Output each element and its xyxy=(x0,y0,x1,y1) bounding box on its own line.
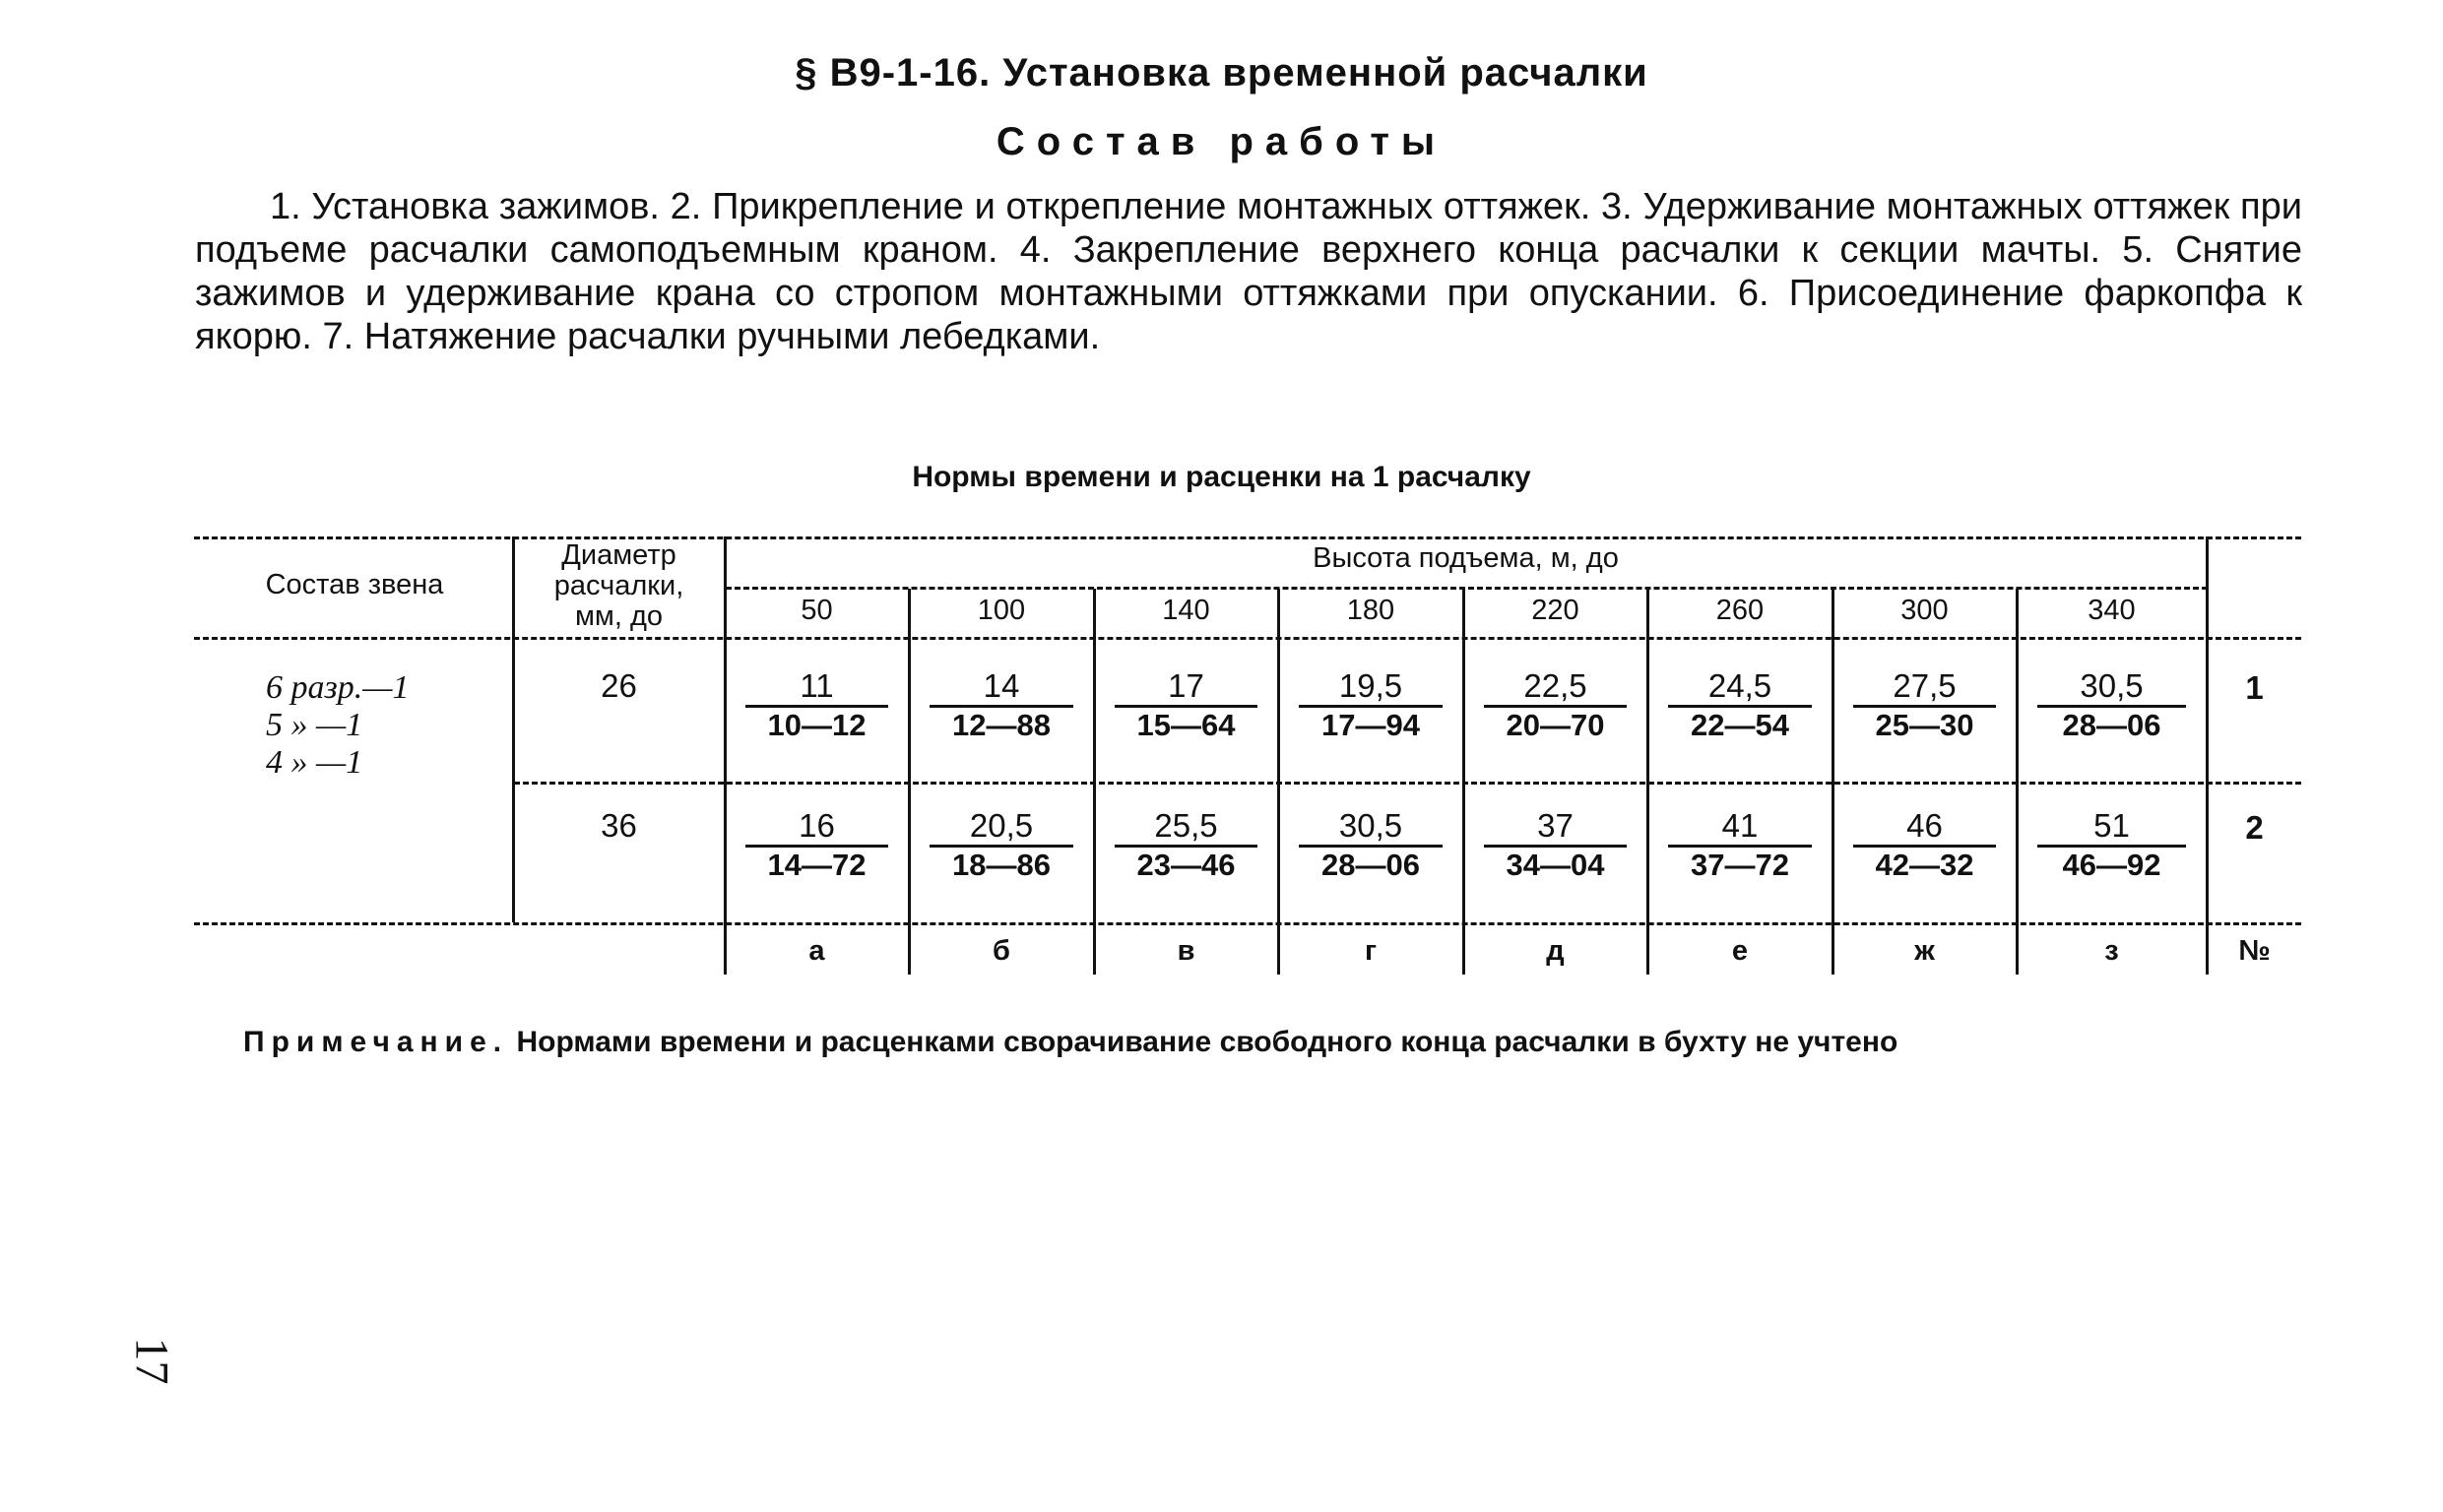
column-letter-d: д xyxy=(1546,935,1565,967)
norm-time: 27,5 xyxy=(1893,667,1957,704)
height-col-rule-5 xyxy=(1646,589,1649,975)
rate: 46—92 xyxy=(2062,848,2161,882)
norm-cell xyxy=(1648,807,1832,883)
height-col-rule-3 xyxy=(1277,589,1280,975)
column-letter-zh: ж xyxy=(1914,935,1935,967)
height-col-rule-4 xyxy=(1462,589,1465,975)
norm-time: 22,5 xyxy=(1523,667,1587,704)
rate: 22—54 xyxy=(1691,708,1789,742)
norm-time: 17 xyxy=(1168,667,1204,704)
norm-time: 16 xyxy=(799,807,835,844)
note-label: Примечание. xyxy=(243,1026,509,1058)
rate: 10—12 xyxy=(767,708,867,742)
height-col-rule-7 xyxy=(2016,589,2019,975)
norm-cell xyxy=(1464,667,1646,743)
page-number: 17 xyxy=(125,1337,178,1385)
height-140: 140 xyxy=(1162,595,1210,626)
rate: 15—64 xyxy=(1136,708,1236,742)
column-letter-a: а xyxy=(808,935,825,967)
column-letter-v: в xyxy=(1177,935,1195,967)
header-diameter-line-1: Диаметр xyxy=(561,539,676,571)
table-caption: Нормы времени и расценки на 1 расчалку xyxy=(912,461,1531,493)
table-top-rule xyxy=(194,536,2301,539)
row-number-2: 2 xyxy=(2245,809,2264,846)
height-300: 300 xyxy=(1900,595,1949,626)
rate: 14—72 xyxy=(767,848,867,882)
note-text: Нормами времени и расценками сворачивание свободного конца расчалки в бухту не учтено xyxy=(508,1026,1898,1058)
norm-cell xyxy=(1279,807,1462,883)
rate: 23—46 xyxy=(1136,848,1236,882)
norm-cell xyxy=(726,667,908,743)
rate: 28—06 xyxy=(1321,848,1420,882)
header-crew: Состав звена xyxy=(265,569,444,600)
norm-time: 20,5 xyxy=(969,807,1034,844)
table-note xyxy=(243,1026,1897,1059)
number-header: № xyxy=(2238,935,2271,967)
norm-cell xyxy=(1279,667,1462,743)
norm-time: 25,5 xyxy=(1154,807,1218,844)
column-letter-b: б xyxy=(993,935,1010,967)
header-diameter xyxy=(514,540,724,632)
norm-cell xyxy=(1095,667,1277,743)
crew-line-1: 6 разр.—1 xyxy=(266,669,410,706)
header-height: Высота подъема, м, до xyxy=(1313,542,1619,574)
section-title: § В9-1-16. Установка временной расчалки xyxy=(795,51,1648,94)
norm-cell xyxy=(1464,807,1646,883)
work-description: 1. Установка зажимов. 2. Прикрепление и открепление монтажных оттяжек. 3. Удерживание монтажных оттяжек при подъеме расчалки самоподъемным краном. 4. Закрепление верхнего конца расчалки к секции мачты. 5. Снятие зажимов и удерживание крана со стропом монтажными оттяжками при опускании. 6. Присоединение фаркопфа к якорю. 7. Натяжение расчалки ручными лебедками. xyxy=(195,186,2302,357)
header-diameter-line-3: мм, до xyxy=(574,600,664,632)
rate: 25—30 xyxy=(1875,708,1974,742)
rate: 12—88 xyxy=(952,708,1051,742)
norm-time: 46 xyxy=(1906,807,1943,844)
norm-cell xyxy=(910,667,1093,743)
rate: 17—94 xyxy=(1321,708,1420,742)
norm-cell xyxy=(910,807,1093,883)
diameter-row-2: 36 xyxy=(601,807,637,844)
norm-time: 14 xyxy=(983,667,1020,704)
norm-time: 37 xyxy=(1537,807,1574,844)
work-composition-heading: Состав работы xyxy=(996,120,1447,163)
header-bottom-rule xyxy=(194,637,2301,640)
norm-cell xyxy=(726,807,908,883)
row-separator-rule xyxy=(514,782,2301,785)
rate: 42—32 xyxy=(1875,848,1974,882)
crew-composition xyxy=(266,669,410,782)
column-letter-g: г xyxy=(1364,935,1378,967)
header-diameter-line-2: расчалки, xyxy=(553,570,684,601)
norm-time: 19,5 xyxy=(1338,667,1403,704)
norm-time: 41 xyxy=(1721,807,1759,844)
norm-time: 24,5 xyxy=(1707,667,1772,704)
height-100: 100 xyxy=(977,595,1026,626)
norm-time: 30,5 xyxy=(2080,667,2144,704)
crew-line-3: 4 » —1 xyxy=(266,744,363,781)
norm-cell xyxy=(2018,807,2206,883)
norm-cell xyxy=(1833,807,2016,883)
height-col-rule-1 xyxy=(908,589,911,975)
column-letter-z: з xyxy=(2104,935,2119,967)
rate: 20—70 xyxy=(1506,708,1605,742)
column-letter-e: е xyxy=(1731,935,1749,967)
norm-time: 30,5 xyxy=(1338,807,1403,844)
height-180: 180 xyxy=(1346,595,1395,626)
diameter-row-1: 26 xyxy=(601,667,637,704)
norm-cell xyxy=(1833,667,2016,743)
norm-cell xyxy=(1095,807,1277,883)
rate: 34—04 xyxy=(1506,848,1605,882)
row-number-1: 1 xyxy=(2245,669,2264,706)
height-340: 340 xyxy=(2088,595,2136,626)
height-subheader-rule xyxy=(726,587,2208,590)
height-col-rule-2 xyxy=(1093,589,1096,975)
body-bottom-rule xyxy=(194,922,2301,925)
crew-line-2: 5 » —1 xyxy=(266,707,363,743)
norm-cell xyxy=(2018,667,2206,743)
height-260: 260 xyxy=(1715,595,1765,626)
number-col-rule xyxy=(2206,536,2209,975)
height-col-rule-6 xyxy=(1832,589,1834,975)
norm-time: 11 xyxy=(800,667,834,704)
height-50: 50 xyxy=(801,595,833,626)
rate: 28—06 xyxy=(2062,708,2161,742)
rate: 37—72 xyxy=(1691,848,1789,882)
norm-time: 51 xyxy=(2093,807,2130,844)
height-220: 220 xyxy=(1531,595,1579,626)
rate: 18—86 xyxy=(952,848,1051,882)
norm-cell xyxy=(1648,667,1832,743)
